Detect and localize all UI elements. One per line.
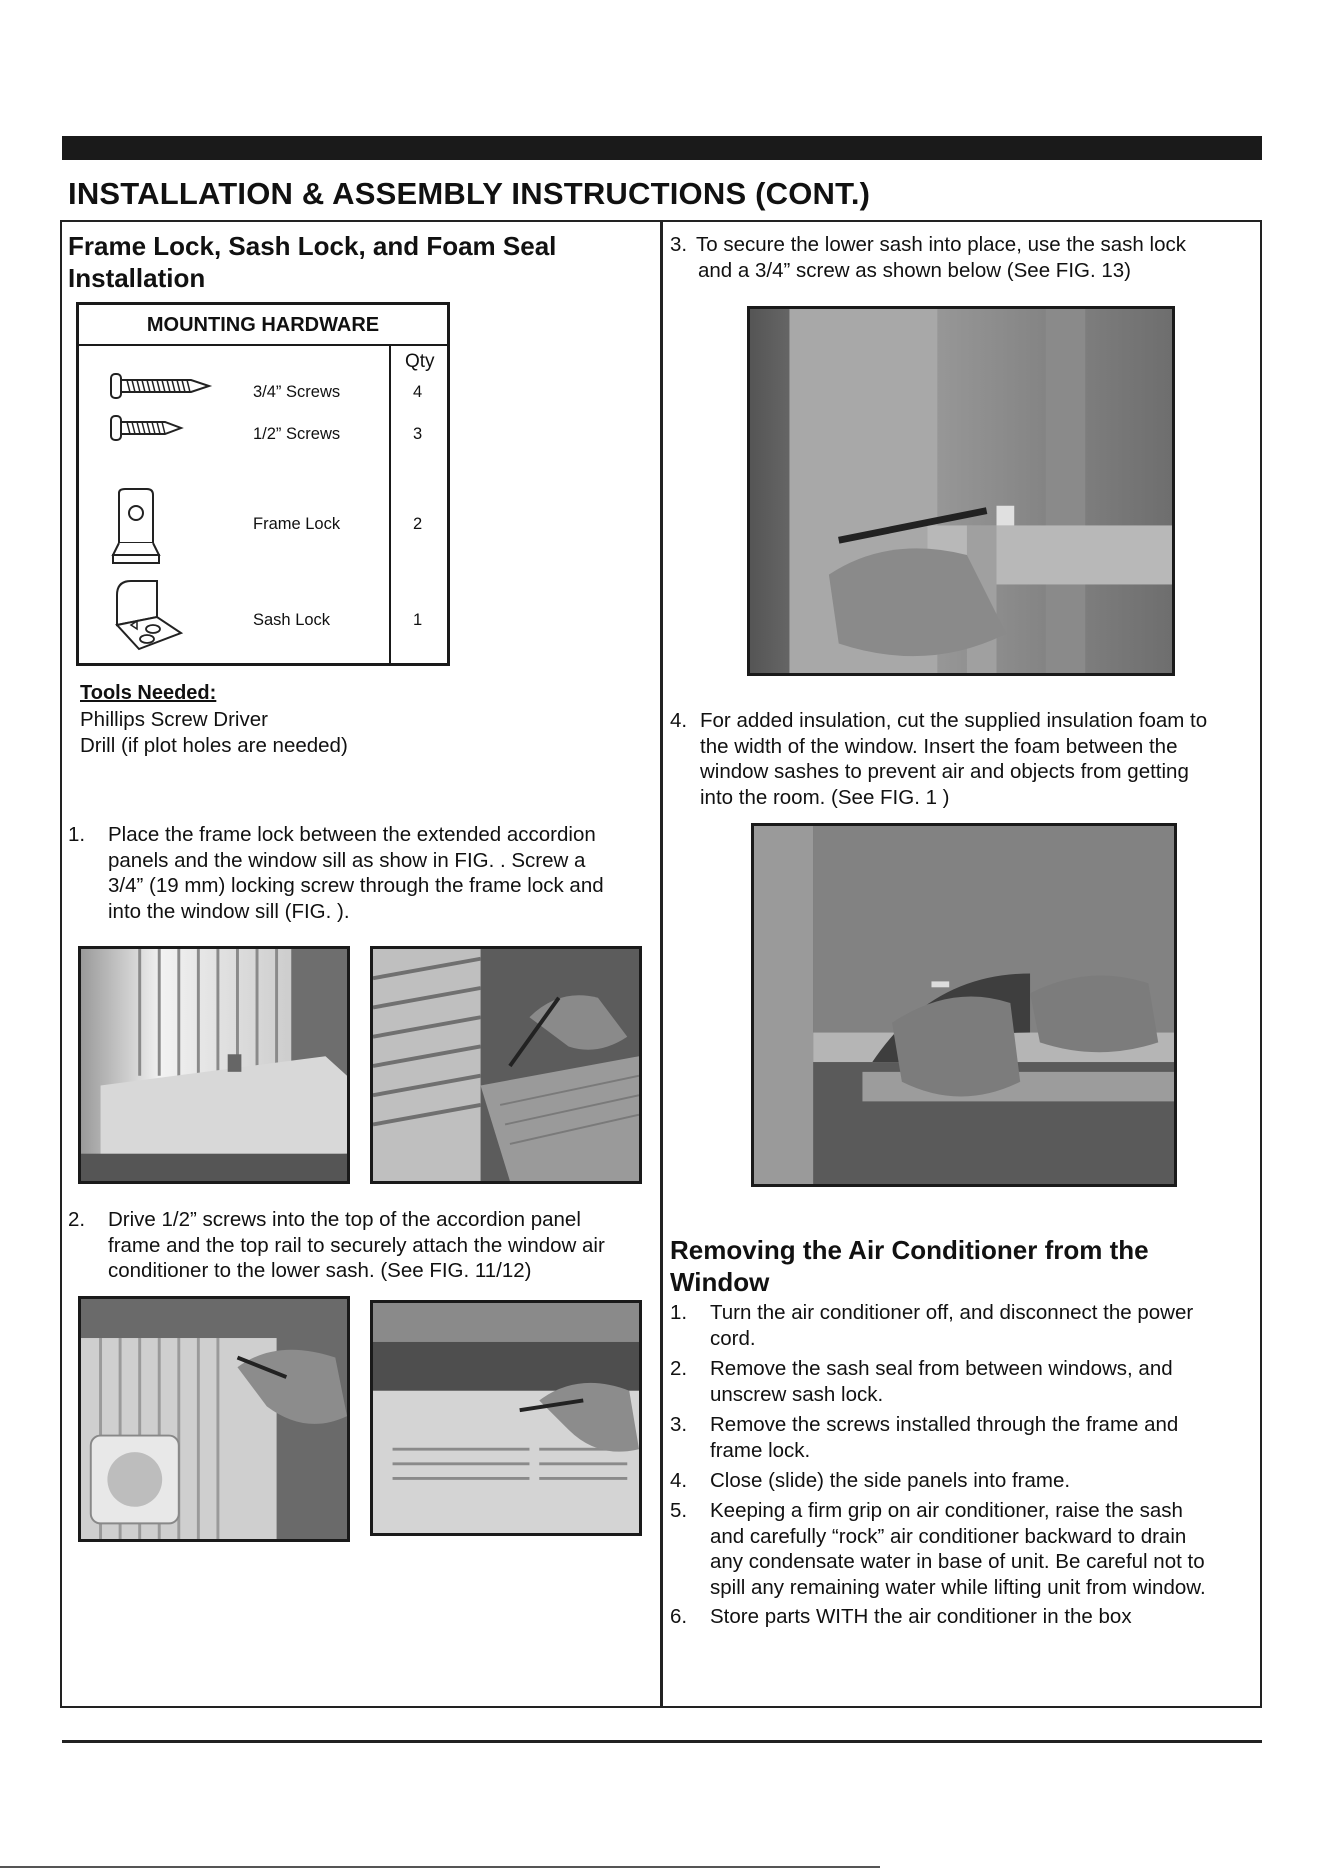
removing-step-line: and carefully “rock” air conditioner backward to drain [710, 1524, 1187, 1548]
hardware-name: 1/2” Screws [253, 425, 341, 443]
step-1-line: panels and the window sill as show in FIG. . Screw a [108, 848, 586, 872]
step-number: 1. [68, 823, 86, 846]
step-4-line: into the room. (See FIG. 1 ) [700, 785, 950, 809]
column-divider [660, 220, 663, 1708]
mounting-hardware-table [76, 302, 450, 666]
removing-step-line: unscrew sash lock. [710, 1382, 884, 1406]
step-2-line: Drive 1/2” screws into the top of the accordion panel [108, 1208, 581, 1231]
section-title-frame-lock [68, 230, 556, 294]
step-number: 1. [670, 1301, 688, 1324]
step-4 [670, 708, 1260, 818]
qty-heading: Qty [405, 351, 435, 372]
removing-step-line: Store parts WITH the air conditioner in the box [710, 1605, 1132, 1628]
step-number: 4. [670, 709, 688, 732]
step-3-line: To secure the lower sash into place, use the sash lock [696, 233, 1186, 256]
removing-step-line: Turn the air conditioner off, and disconnect the power [710, 1301, 1194, 1324]
section-title-line-1: Frame Lock, Sash Lock, and Foam Seal [68, 231, 557, 261]
removing-step-line: Remove the screws installed through the frame and [710, 1413, 1179, 1436]
step-4-line: For added insulation, cut the supplied insulation foam to [700, 709, 1208, 732]
top-rail-screw-photo [370, 1300, 642, 1536]
foam-insulation-photo [751, 823, 1177, 1187]
tools-list [80, 707, 348, 758]
long-screw-icon [109, 373, 219, 397]
hardware-name: 3/4” Screws [253, 383, 341, 401]
removing-step-6 [670, 1604, 1260, 1631]
step-number: 5. [670, 1499, 688, 1522]
removing-step-line: Remove the sash seal from between windows, and [710, 1357, 1173, 1380]
tool-item: Drill (if plot holes are needed) [80, 733, 348, 757]
removing-section-title [670, 1234, 1149, 1298]
frame-lock-placement-photo [78, 946, 350, 1184]
removing-step-3 [670, 1412, 1260, 1464]
step-number: 4. [670, 1469, 688, 1492]
step-1-line: into the window sill (FIG. ). [108, 899, 350, 923]
tool-item: Phillips Screw Driver [80, 708, 268, 731]
frame-lock-icon [109, 487, 169, 567]
footer-rule [62, 1740, 1262, 1743]
removing-step-2 [670, 1356, 1260, 1408]
short-screw-icon [109, 415, 189, 441]
hardware-name: Frame Lock [253, 515, 341, 533]
step-1 [68, 822, 658, 932]
frame-lock-screw-photo [370, 946, 642, 1184]
accordion-panel-screw-photo [78, 1296, 350, 1542]
step-3 [670, 232, 1255, 287]
removing-title-line-2: Window [670, 1267, 770, 1297]
sash-lock-photo [747, 306, 1175, 676]
step-4-line: window sashes to prevent air and objects from getting [700, 760, 1189, 783]
removing-step-line: Close (slide) the side panels into frame. [710, 1469, 1071, 1492]
step-4-line: the width of the window. Insert the foam between the [700, 734, 1178, 758]
hardware-qty: 4 [413, 383, 423, 401]
hardware-name: Sash Lock [253, 611, 331, 629]
removing-step-line: Keeping a firm grip on air conditioner, raise the sash [710, 1499, 1183, 1522]
removing-step-5 [670, 1498, 1260, 1602]
bottom-edge-line [0, 1866, 880, 1868]
hardware-table-column-rule [389, 346, 391, 664]
sash-lock-icon [109, 577, 189, 653]
section-title-line-2: Installation [68, 263, 206, 293]
step-2-line: frame and the top rail to securely attach the window air [108, 1233, 605, 1257]
hardware-qty: 2 [413, 515, 423, 533]
step-number: 3. [670, 233, 688, 256]
page-title: INSTALLATION & ASSEMBLY INSTRUCTIONS (CONT.) [68, 176, 871, 211]
step-number: 2. [68, 1208, 86, 1231]
removing-step-line: cord. [710, 1326, 756, 1350]
step-2-line: conditioner to the lower sash. (See FIG. 11/12) [108, 1259, 532, 1282]
removing-step-line: frame lock. [710, 1438, 811, 1462]
header-bar [62, 136, 1262, 160]
hardware-qty: 3 [413, 425, 423, 443]
step-3-line: and a 3/4” screw as shown below (See FIG. 13) [698, 258, 1131, 282]
step-number: 2. [670, 1357, 688, 1380]
hardware-qty: 1 [413, 611, 423, 629]
tools-needed-heading: Tools Needed: [80, 682, 217, 704]
removing-step-line: spill any remaining water while lifting unit from window. [710, 1575, 1206, 1599]
removing-step-1 [670, 1300, 1260, 1352]
step-1-line: Place the frame lock between the extended accordion [108, 823, 596, 846]
hardware-table-heading: MOUNTING HARDWARE [79, 305, 447, 346]
removing-title-line-1: Removing the Air Conditioner from the [670, 1235, 1149, 1265]
step-number: 6. [670, 1605, 688, 1628]
step-2 [68, 1207, 658, 1292]
removing-step-line: any condensate water in base of unit. Be careful not to [710, 1550, 1205, 1573]
removing-step-4 [670, 1468, 1260, 1495]
step-1-line: 3/4” (19 mm) locking screw through the frame lock and [108, 874, 604, 897]
step-number: 3. [670, 1413, 688, 1436]
